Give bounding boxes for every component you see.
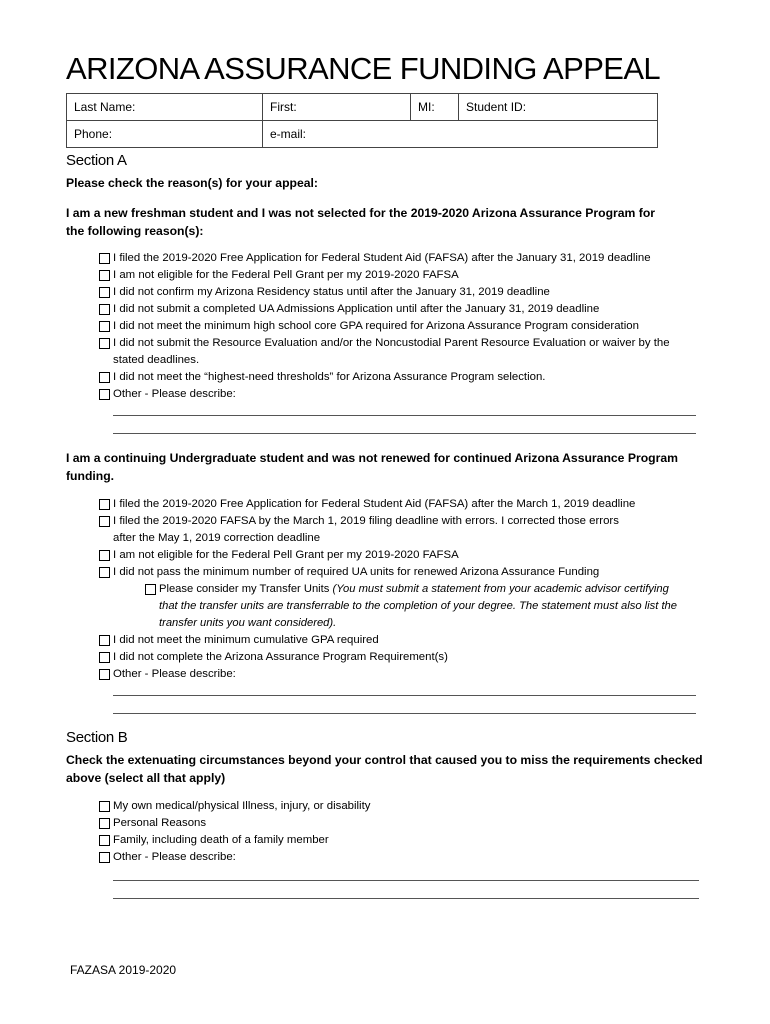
list-item: I did not meet the “highest-need thresholds” for Arizona Assurance Program selection.: [99, 369, 670, 386]
checkbox[interactable]: [99, 304, 110, 315]
continuing-heading-line-1: I am a continuing Undergraduate student and was not renewed for continued Arizona Assurance Program: [66, 451, 678, 465]
list-item: Other - Please describe:: [99, 386, 670, 403]
list-item: I did not pass the minimum number of required UA units for renewed Arizona Assurance Funding: [99, 564, 635, 581]
freshman-heading: [66, 204, 655, 240]
list-item: I did not meet the minimum cumulative GPA required: [99, 632, 448, 649]
middle-initial-field[interactable]: MI:: [411, 94, 459, 121]
section-a-instruction: Please check the reason(s) for your appeal:: [66, 176, 318, 190]
checkbox[interactable]: [145, 584, 156, 595]
item-continuation: stated deadlines.: [113, 354, 200, 366]
circumstances-describe-line-2[interactable]: [113, 898, 699, 899]
checkbox[interactable]: [99, 635, 110, 646]
section-b-instruction: [66, 751, 703, 787]
phone-field[interactable]: Phone:: [67, 121, 263, 148]
continuing-reasons-list: [99, 496, 635, 581]
checkbox[interactable]: [99, 852, 110, 863]
freshman-reasons-list: [99, 250, 670, 403]
checkbox[interactable]: [99, 669, 110, 680]
freshman-heading-line-2: the following reason(s):: [66, 224, 204, 238]
transfer-units-label: Please consider my Transfer Units: [159, 583, 333, 595]
checkbox[interactable]: [99, 516, 110, 527]
transfer-units-item: [145, 581, 677, 632]
checkbox[interactable]: [99, 253, 110, 264]
list-item: Other - Please describe:: [99, 849, 370, 866]
last-name-field[interactable]: Last Name:: [67, 94, 263, 121]
freshman-describe-line-1[interactable]: [113, 415, 696, 416]
list-item: I did not meet the minimum high school core GPA required for Arizona Assurance Program consideration: [99, 318, 670, 335]
section-b-instruction-line-2: above (select all that apply): [66, 771, 226, 785]
transfer-units-note-line-2: that the transfer units are transferrable to the completion of your degree. The statement must also list the: [159, 600, 678, 612]
first-name-field[interactable]: First:: [263, 94, 411, 121]
checkbox[interactable]: [99, 338, 110, 349]
checkbox[interactable]: [99, 818, 110, 829]
student-info-table: [66, 93, 658, 148]
checkbox[interactable]: [99, 567, 110, 578]
list-item: I did not complete the Arizona Assurance Program Requirement(s): [99, 649, 448, 666]
list-item: Personal Reasons: [99, 815, 370, 832]
checkbox[interactable]: [99, 499, 110, 510]
list-item: I am not eligible for the Federal Pell Grant per my 2019-2020 FAFSA: [99, 547, 635, 564]
email-field[interactable]: e-mail:: [263, 121, 658, 148]
checkbox[interactable]: [99, 550, 110, 561]
checkbox[interactable]: [99, 321, 110, 332]
list-item: I did not submit the Resource Evaluation and/or the Noncustodial Parent Resource Evaluation or waiver by the stated deadlines.: [99, 335, 670, 369]
continuing-describe-line-2[interactable]: [113, 713, 696, 714]
list-item: I am not eligible for the Federal Pell Grant per my 2019-2020 FAFSA: [99, 267, 670, 284]
list-item: Family, including death of a family member: [99, 832, 370, 849]
checkbox[interactable]: [99, 372, 110, 383]
section-b-instruction-line-1: Check the extenuating circumstances beyond your control that caused you to miss the requirements checked: [66, 753, 703, 767]
form-title: ARIZONA ASSURANCE FUNDING APPEAL: [66, 51, 661, 86]
continuing-heading-line-2: funding.: [66, 469, 115, 483]
section-b-heading: Section B: [66, 729, 128, 746]
list-item: My own medical/physical Illness, injury, or disability: [99, 798, 370, 815]
checkbox[interactable]: [99, 389, 110, 400]
checkbox[interactable]: [99, 270, 110, 281]
continuing-reasons-list-2: [99, 632, 448, 683]
item-continuation: after the May 1, 2019 correction deadline: [113, 532, 321, 544]
checkbox[interactable]: [99, 652, 110, 663]
form-footer-code: FAZASA 2019-2020: [70, 963, 177, 977]
list-item: I filed the 2019-2020 Free Application for Federal Student Aid (FAFSA) after the January 31, 2019 deadline: [99, 250, 670, 267]
checkbox[interactable]: [99, 801, 110, 812]
transfer-units-note-line-3: transfer units you want considered).: [159, 617, 337, 629]
student-id-field[interactable]: Student ID:: [459, 94, 658, 121]
list-item: I filed the 2019-2020 Free Application for Federal Student Aid (FAFSA) after the March 1, 2019 deadline: [99, 496, 635, 513]
circumstances-describe-line-1[interactable]: [113, 880, 699, 881]
continuing-heading: [66, 449, 678, 485]
list-item: I did not submit a completed UA Admissions Application until after the January 31, 2019 deadline: [99, 301, 670, 318]
list-item: I filed the 2019-2020 FAFSA by the March 1, 2019 filing deadline with errors. I corrected those errors after the May 1, 2019 correction deadline: [99, 513, 635, 547]
section-a-heading: Section A: [66, 152, 127, 169]
continuing-describe-line-1[interactable]: [113, 695, 696, 696]
list-item: Other - Please describe:: [99, 666, 448, 683]
freshman-heading-line-1: I am a new freshman student and I was not selected for the 2019-2020 Arizona Assurance Program for: [66, 206, 656, 220]
circumstances-list: [99, 798, 370, 866]
list-item: I did not confirm my Arizona Residency status until after the January 31, 2019 deadline: [99, 284, 670, 301]
checkbox[interactable]: [99, 287, 110, 298]
freshman-describe-line-2[interactable]: [113, 433, 696, 434]
transfer-units-sublist: [145, 581, 677, 632]
checkbox[interactable]: [99, 835, 110, 846]
transfer-units-note: (You must submit a statement from your academic advisor certifying: [332, 583, 669, 595]
